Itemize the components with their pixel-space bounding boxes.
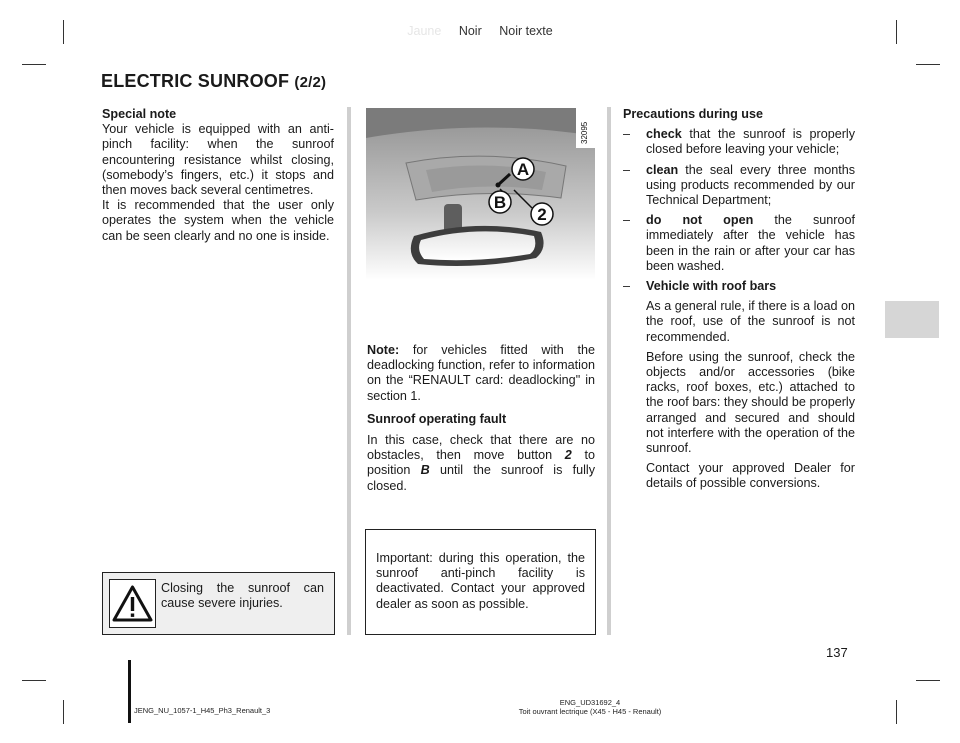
note-label: Note: — [367, 343, 400, 357]
right-column — [623, 107, 855, 492]
title-main: ELECTRIC SUNROOF — [101, 71, 290, 91]
crop-mark — [63, 700, 64, 724]
roof-bars-paragraph-1: As a general rule, if there is a load on the roof, use of the sunroof is not recommended. — [646, 299, 855, 344]
precaution-item — [623, 127, 855, 157]
footer-right-line-2: Toit ouvrant lectrique (X45 - H45 - Renault) — [518, 707, 662, 716]
fault-paragraph — [367, 433, 595, 494]
figure-code: 32095 — [580, 121, 589, 144]
fault-text-pre: In this case, check that there are no obstacles, then move button — [367, 433, 595, 463]
special-note-paragraph-2: It is recommended that the user only operates the system when the vehicle can be seen clearly and no one is inside. — [102, 198, 334, 243]
deadlocking-note — [367, 343, 595, 404]
precaution-dash: – — [623, 127, 631, 142]
precaution-item — [623, 213, 855, 274]
note-text: for vehicles fitted with the deadlocking function, refer to information on the “RENAULT card: deadlocking" in section 1. — [367, 343, 595, 403]
fault-heading: Sunroof operating fault — [367, 411, 507, 426]
overhead-console-illustration — [366, 108, 595, 280]
important-box — [365, 529, 596, 635]
fault-button-ref: 2 — [564, 448, 572, 463]
left-column — [102, 107, 334, 244]
roof-bars-dash: – — [623, 279, 631, 294]
precaution-dash: – — [623, 213, 631, 228]
crop-mark — [63, 20, 64, 44]
header-noir: Noir — [458, 24, 482, 38]
precaution-key: check — [646, 127, 682, 142]
middle-column — [367, 343, 595, 494]
warning-text: Closing the sunroof can cause severe injuries. — [161, 581, 324, 611]
special-note-paragraph-1: Your vehicle is equipped with an anti-pinch facility: when the sunroof encountering resistance whilst closing, (somebody’s fingers, etc.) it stops and then moves back several centimetres. — [102, 122, 334, 198]
warning-icon-frame — [109, 579, 156, 628]
footer-left: JENG_NU_1057-1_H45_Ph3_Renault_3 — [134, 706, 271, 715]
warning-box — [102, 572, 335, 635]
print-header — [0, 24, 960, 38]
roof-bars-section — [623, 279, 855, 492]
fault-text-post: until the sunroof is fully closed. — [367, 463, 596, 493]
roof-bars-heading: Vehicle with roof bars — [646, 279, 777, 294]
precaution-item — [623, 163, 855, 209]
special-note-heading: Special note — [102, 107, 177, 121]
figure-label-b: B — [493, 193, 507, 212]
roof-bars-paragraph-2: Before using the sunroof, check the objects and/or accessories (bike racks, roof boxes, etc.) attached to the roof bars: they should be properly arranged and secured and should not interfere with the operation of the sunroof. — [646, 349, 855, 456]
crop-mark — [916, 64, 940, 65]
warning-triangle-icon — [110, 580, 155, 627]
precaution-text: the seal every three months using products recommended by our Technical Department; — [646, 162, 856, 208]
important-text: Important: during this operation, the sunroof anti-pinch facility is deactivated. Contact your approved dealer as soon as possible. — [376, 551, 585, 611]
section-tab — [885, 301, 939, 338]
precaution-key: do not open — [646, 213, 754, 228]
column-separator — [607, 107, 611, 635]
header-noir-texte: Noir texte — [499, 24, 553, 38]
precaution-text: the sunroof immediately after the vehicle has been in the rain or after your car has been washed. — [646, 213, 855, 273]
precaution-dash: – — [623, 162, 631, 177]
footer-right-line-1: ENG_UD31692_4 — [559, 698, 621, 707]
crop-mark — [896, 20, 897, 44]
roof-bars-paragraph-3: Contact your approved Dealer for details of possible conversions. — [646, 461, 855, 491]
fault-position-ref: B — [420, 463, 430, 478]
precaution-key: clean — [646, 162, 679, 177]
header-jaune: Jaune — [407, 24, 442, 38]
precaution-text: that the sunroof is properly closed before leaving your vehicle; — [646, 127, 856, 157]
crop-mark — [896, 700, 897, 724]
precautions-heading: Precautions during use — [623, 107, 763, 121]
sunroof-control-figure — [366, 108, 595, 280]
footer-bar — [128, 660, 131, 723]
title-part: (2/2) — [294, 74, 327, 91]
column-separator — [347, 107, 351, 635]
crop-mark — [916, 680, 940, 681]
crop-mark — [22, 680, 46, 681]
fault-text-mid: to position — [367, 448, 595, 478]
footer-right — [460, 698, 720, 716]
crop-mark — [22, 64, 46, 65]
page-title — [101, 71, 326, 92]
figure-label-a: A — [516, 160, 530, 179]
figure-label-2: 2 — [537, 205, 547, 224]
page-number: 137 — [826, 645, 848, 660]
